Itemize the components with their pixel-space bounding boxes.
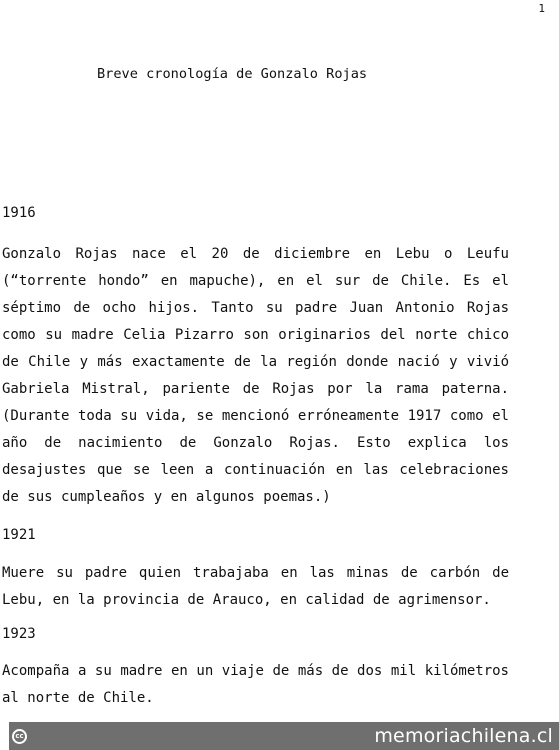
entry-text: Acompaña a su madre en un viaje de más de dos mil kilómetros al norte de Chile. bbox=[2, 663, 509, 706]
memoriachilena-link[interactable]: memoriachilena.cl bbox=[374, 725, 553, 747]
entry-1921 bbox=[2, 525, 509, 614]
document-title: Breve cronología de Gonzalo Rojas bbox=[97, 66, 368, 82]
year-heading: 1923 bbox=[2, 626, 36, 642]
footer-bar bbox=[9, 722, 559, 750]
entry-1916 bbox=[2, 203, 509, 511]
creative-commons-icon[interactable]: cc bbox=[12, 729, 27, 744]
year-heading: 1921 bbox=[2, 527, 36, 543]
page-number: 1 bbox=[538, 2, 545, 15]
chronology-content bbox=[2, 203, 509, 712]
entry-text: Gonzalo Rojas nace el 20 de diciembre en Lebu o Leufu (“torrente hondo” en mapuche), en el sur de Chile. Es el séptimo de ocho hijos. Tanto su padre Juan Antonio Rojas como su madre Celia Pizarro son originarios del norte chico de Chile y más exactamente de la región donde nació y vivió Gabriela Mistral, pariente de Rojas por la rama paterna. (Durante toda su vida, se mencionó erróneamente 1917 como el año de nacimiento de Gonzalo Rojas. Esto explica los desajustes que se leen a continuación en las celebraciones de sus cumpleaños y en algunos poemas.) bbox=[2, 246, 509, 505]
entry-1923 bbox=[2, 624, 509, 712]
year-heading: 1916 bbox=[2, 205, 36, 221]
entry-text: Muere su padre quien trabajaba en las minas de carbón de Lebu, en la provincia de Arauco, en calidad de agrimensor. bbox=[2, 565, 509, 608]
